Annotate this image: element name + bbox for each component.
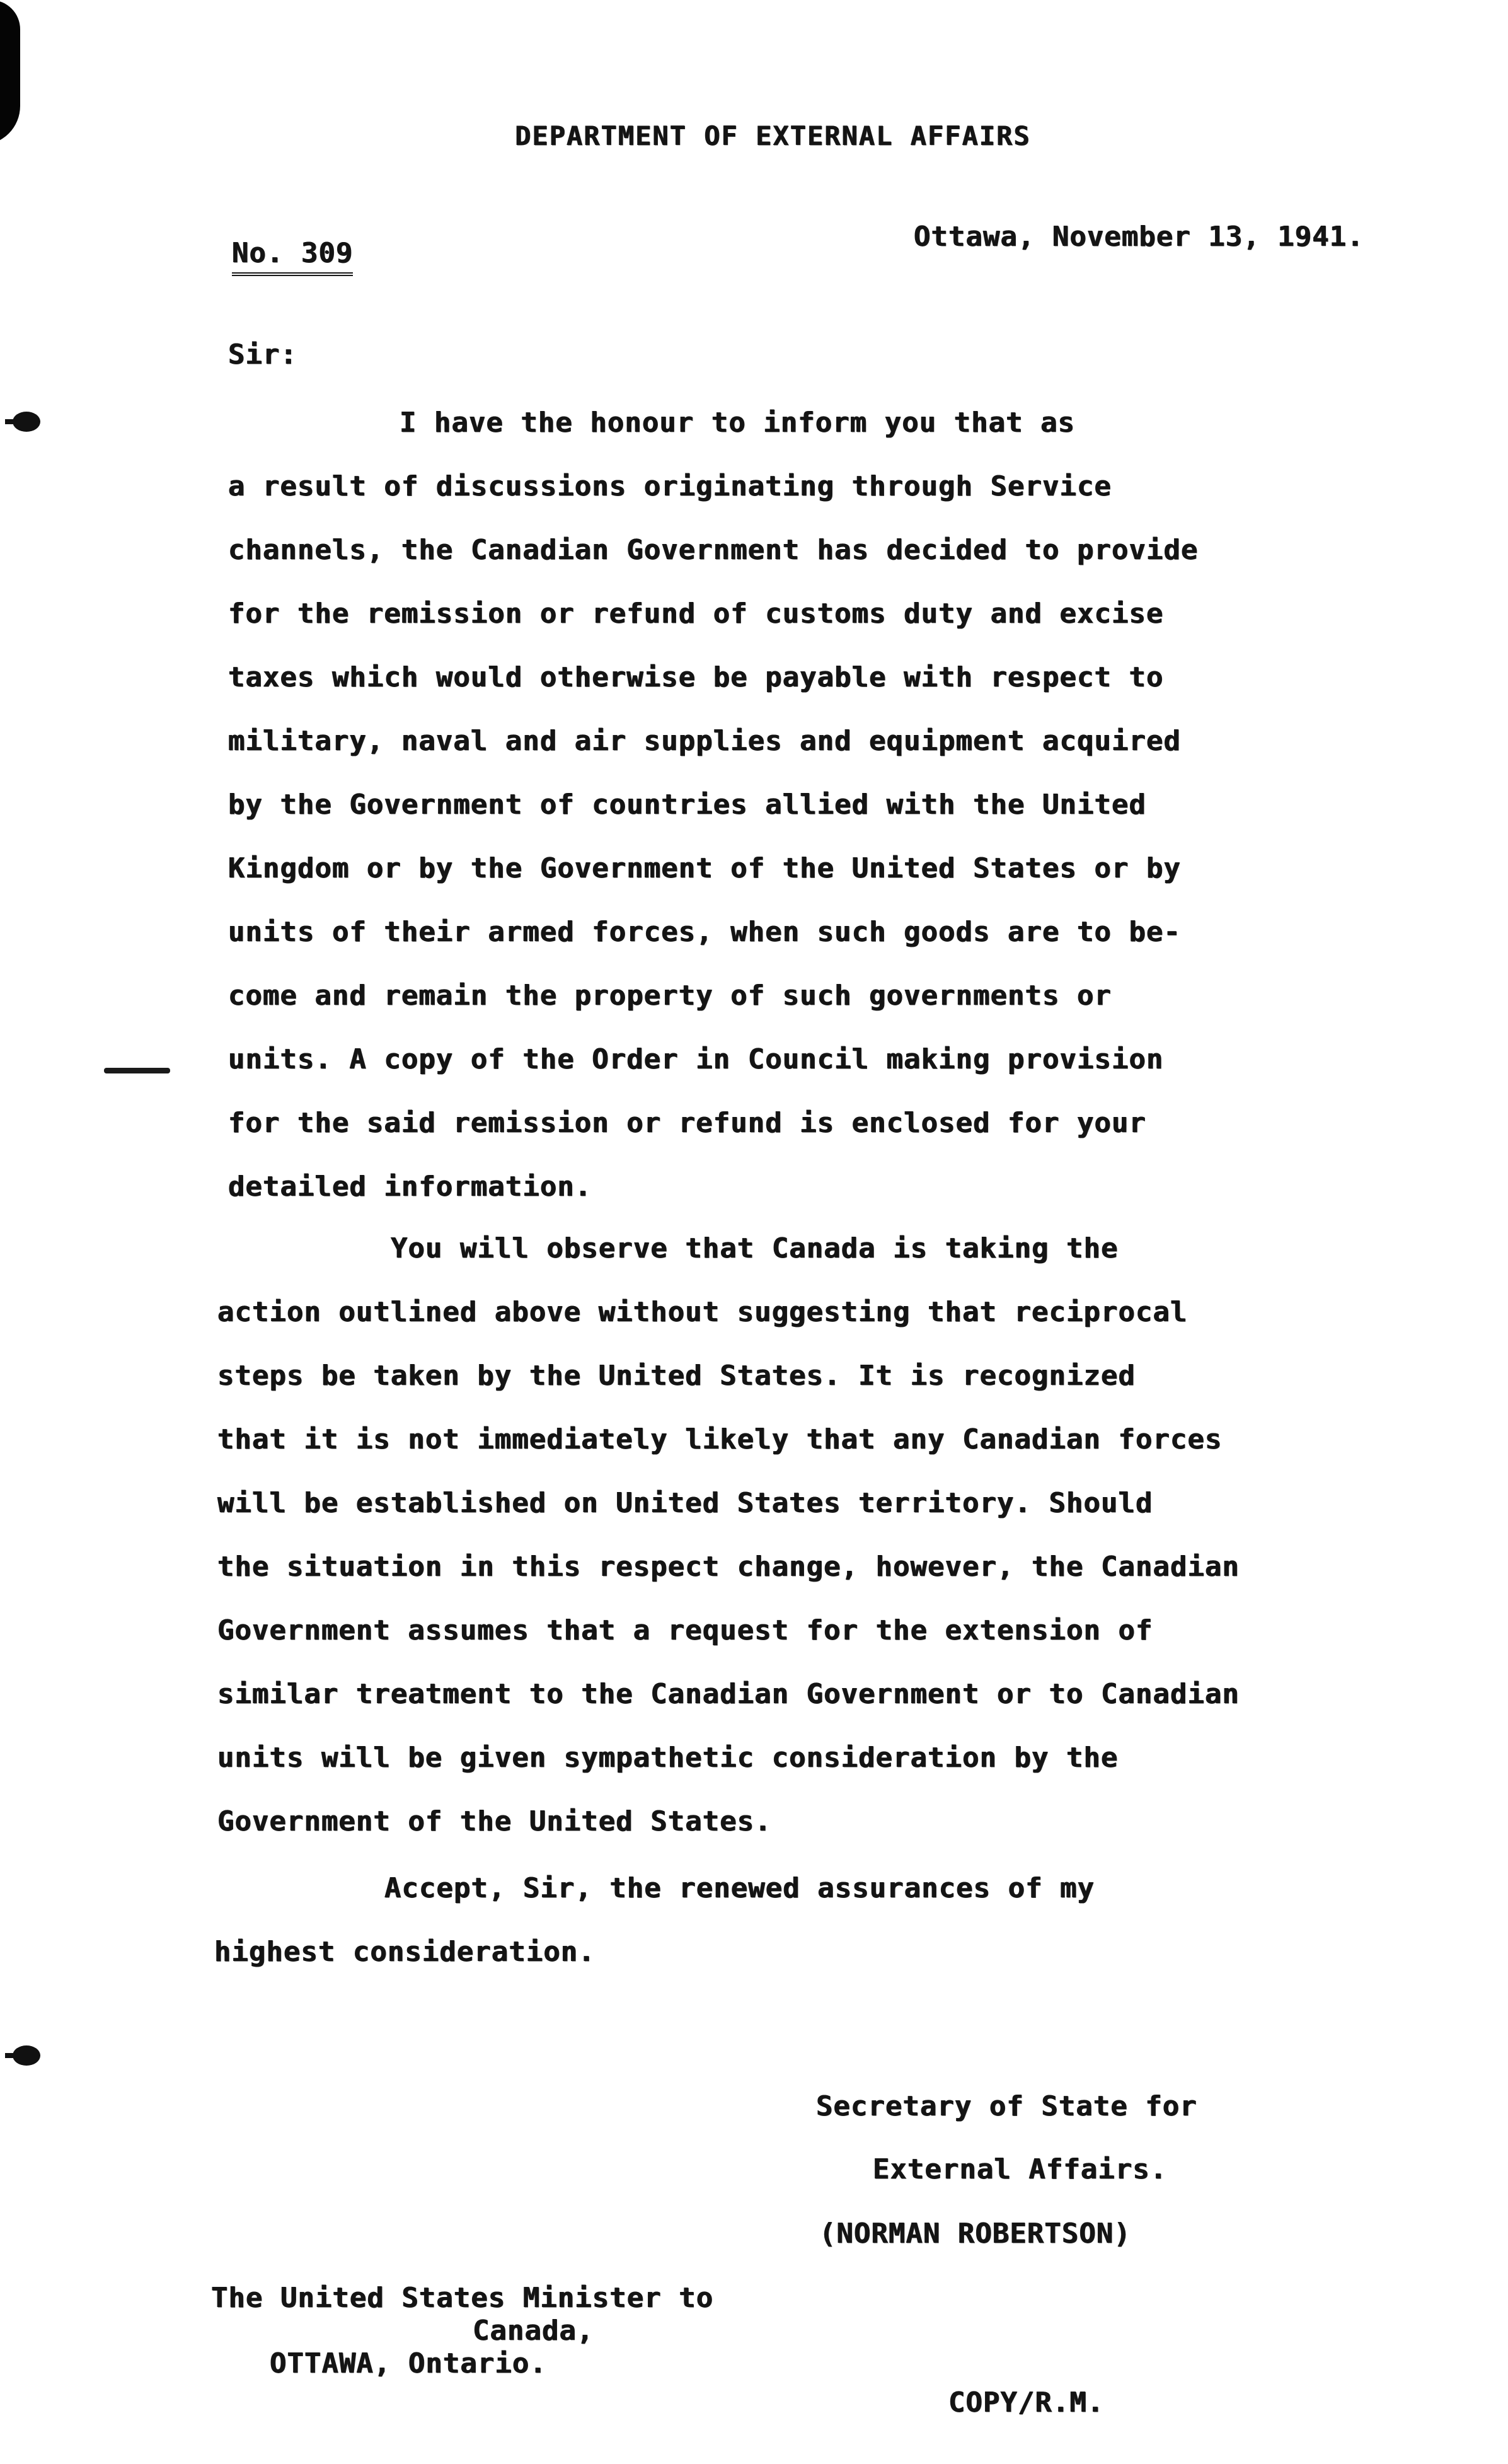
closing-paragraph [214, 1856, 1095, 1984]
paragraph-line: military, naval and air supplies and equipment acquired [228, 725, 1181, 757]
addressee-line-2: Canada, [473, 2315, 594, 2347]
paragraph-line: Government assumes that a request for the extension of [217, 1614, 1153, 1646]
copy-mark: COPY/R.M. [948, 2386, 1105, 2419]
paragraph-line: units of their armed forces, when such goods are to be- [228, 916, 1181, 948]
paragraph-line: for the said remission or refund is enclosed for your [228, 1107, 1146, 1139]
addressee-line-1: The United States Minister to [211, 2282, 714, 2314]
paragraph-line: You will observe that Canada is taking the [391, 1232, 1119, 1264]
paragraph-line: units will be given sympathetic consideration by the [217, 1742, 1119, 1774]
paragraph-line: similar treatment to the Canadian Government or to Canadian [217, 1678, 1240, 1710]
punch-hole-mark-bottom [5, 2044, 43, 2068]
signature-title-line-1: Secretary of State for [816, 2090, 1197, 2122]
department-heading: DEPARTMENT OF EXTERNAL AFFAIRS [515, 120, 1031, 151]
punch-hole-mark-top [5, 410, 43, 434]
closing-line: highest consideration. [214, 1936, 596, 1968]
addressee-line-3: OTTAWA, Ontario. [270, 2347, 547, 2380]
paragraph-line: come and remain the property of such governments or [228, 980, 1112, 1012]
paragraph-line: by the Government of countries allied with the United [228, 789, 1146, 821]
body-paragraph-1 [228, 391, 1198, 1218]
paragraph-line: a result of discussions originating through Service [228, 470, 1112, 502]
body-paragraph-2 [217, 1217, 1240, 1853]
paragraph-line: for the remission or refund of customs duty and excise [228, 598, 1164, 630]
salutation: Sir: [228, 338, 297, 371]
dateline: Ottawa, November 13, 1941. [914, 221, 1364, 253]
margin-dash-mark [104, 1068, 170, 1073]
paragraph-line: I have the honour to inform you that as [400, 407, 1076, 439]
paragraph-line: Kingdom or by the Government of the United States or by [228, 852, 1181, 884]
signatory-name: (NORMAN ROBERTSON) [819, 2218, 1131, 2250]
document-number: No. 309 [232, 237, 353, 276]
closing-line: Accept, Sir, the renewed assurances of my [384, 1872, 1095, 1904]
paragraph-line: steps be taken by the United States. It is recognized [217, 1360, 1136, 1392]
paragraph-line: will be established on United States territory. Should [217, 1487, 1153, 1519]
paragraph-line: the situation in this respect change, however, the Canadian [217, 1551, 1240, 1583]
paragraph-line: that it is not immediately likely that any Canadian forces [217, 1423, 1223, 1455]
paragraph-line: channels, the Canadian Government has decided to provide [228, 534, 1199, 566]
paragraph-line: detailed information. [228, 1171, 592, 1203]
paragraph-line: action outlined above without suggesting that reciprocal [217, 1296, 1188, 1328]
signature-title-line-2: External Affairs. [873, 2153, 1168, 2185]
paragraph-line: taxes which would otherwise be payable with respect to [228, 661, 1164, 693]
paragraph-line: Government of the United States. [217, 1805, 772, 1837]
paragraph-line: units. A copy of the Order in Council making provision [228, 1043, 1164, 1075]
